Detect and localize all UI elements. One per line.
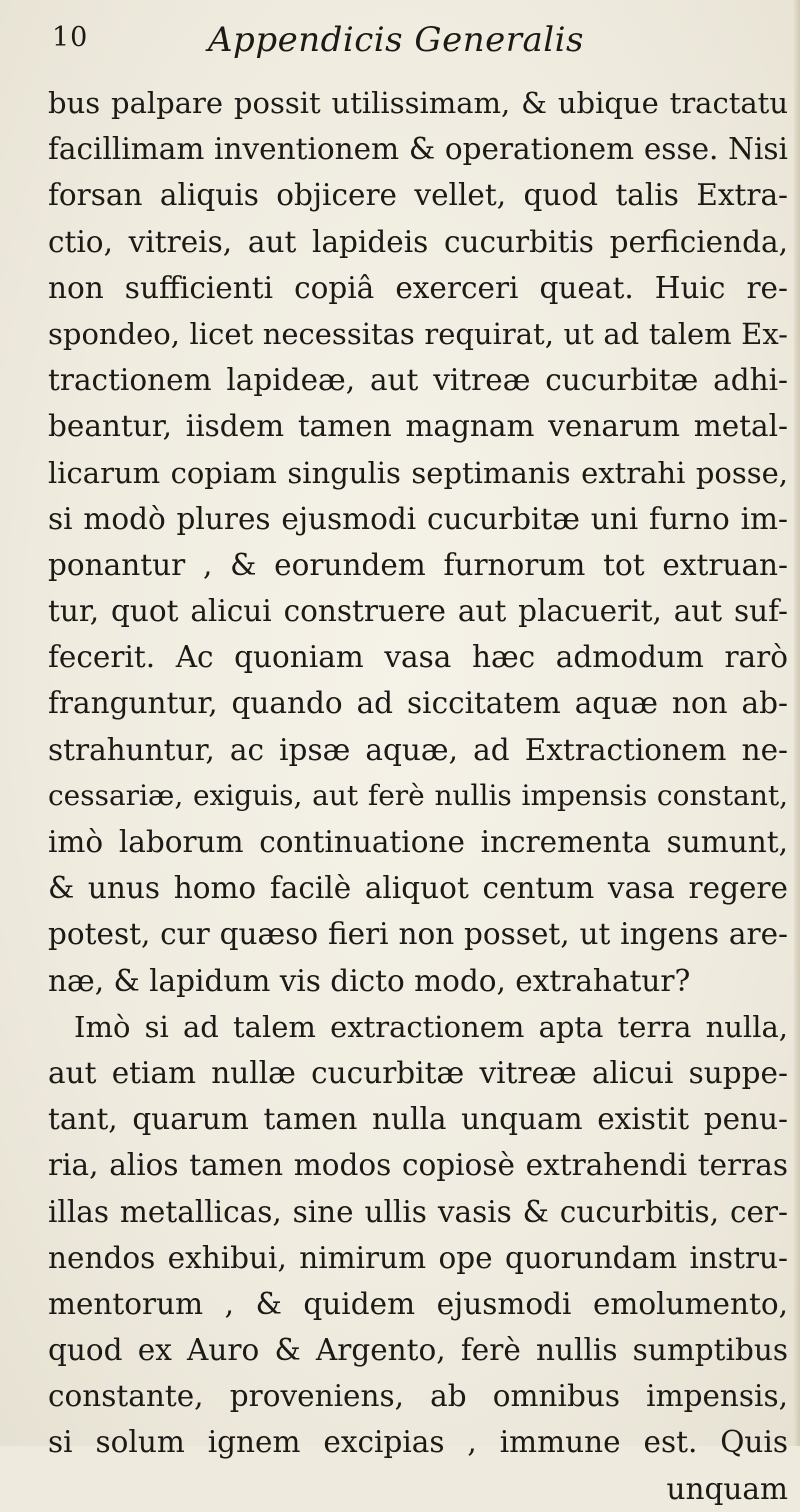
text-line: mentorum , & quidem ejusmodi emolumento,	[48, 1286, 788, 1321]
page-header	[50, 22, 770, 62]
text-line: franguntur, quando ad siccitatem aquæ non ab-	[48, 686, 788, 721]
text-line: potest, cur quæso fieri non posset, ut ingens are-	[48, 917, 788, 952]
text-line: illas metallicas, sine ullis vasis & cucurbitis, cer-	[48, 1194, 788, 1229]
text-line: tant, quarum tamen nulla unquam existit penu-	[48, 1102, 788, 1137]
running-head: Appendicis Generalis	[208, 20, 584, 60]
page-number: 10	[52, 22, 89, 53]
text-line: fecerit. Ac quoniam vasa hæc admodum rarò	[48, 640, 788, 675]
text-line: næ, & lapidum vis dicto modo, extrahatur?	[48, 963, 691, 998]
text-line: licarum copiam singulis septimanis extrahi posse,	[48, 455, 788, 490]
text-line: quod ex Auro & Argento, ferè nullis sumptibus	[48, 1333, 788, 1368]
text-line: facillimam inventionem & operationem esse. Nisi	[48, 132, 788, 167]
text-line: si solum ignem excipias , immune est. Quis	[48, 1425, 788, 1460]
text-line: tur, quot alicui construere aut placuerit, aut suf-	[48, 594, 788, 629]
text-line: ctio, vitreis, aut lapideis cucurbitis perficienda,	[48, 224, 788, 259]
text-line: cessariæ, exiguis, aut ferè nullis impensis constant,	[48, 778, 788, 812]
body-text	[48, 80, 788, 1512]
text-line: spondeo, licet necessitas requirat, ut ad talem Ex-	[48, 316, 788, 351]
text-line: strahuntur, ac ipsæ aquæ, ad Extractionem ne-	[48, 732, 788, 767]
text-line: si modò plures ejusmodi cucurbitæ uni furno im-	[48, 501, 788, 536]
text-line: constante, proveniens, ab omnibus impensis,	[48, 1379, 788, 1414]
text-line: imò laborum continuatione incrementa sumunt,	[48, 825, 788, 859]
catchword: unquam	[666, 1471, 788, 1506]
text-line: ria, alios tamen modos copiosè extrahendi terras	[48, 1148, 788, 1183]
text-line: ponantur , & eorundem furnorum tot extruan-	[48, 547, 788, 582]
text-line: tractionem lapideæ, aut vitreæ cucurbitæ adhi-	[48, 363, 788, 398]
text-line: bus palpare possit utilissimam, & ubique tractatu	[48, 86, 788, 120]
paragraph-start-line: Imò si ad talem extractionem apta terra nulla,	[74, 1009, 788, 1044]
page-edge	[794, 0, 800, 1446]
text-line: aut etiam nullæ cucurbitæ vitreæ alicui suppe-	[48, 1055, 788, 1090]
text-line: nendos exhibui, nimirum ope quorundam instru-	[48, 1240, 788, 1275]
text-line: forsan aliquis objicere vellet, quod talis Extra-	[48, 178, 788, 213]
text-line: beantur, iisdem tamen magnam venarum metal-	[48, 409, 788, 444]
text-line: & unus homo facilè aliquot centum vasa regere	[48, 871, 788, 906]
text-line: non sufficienti copiâ exerceri queat. Huic re-	[48, 270, 788, 305]
